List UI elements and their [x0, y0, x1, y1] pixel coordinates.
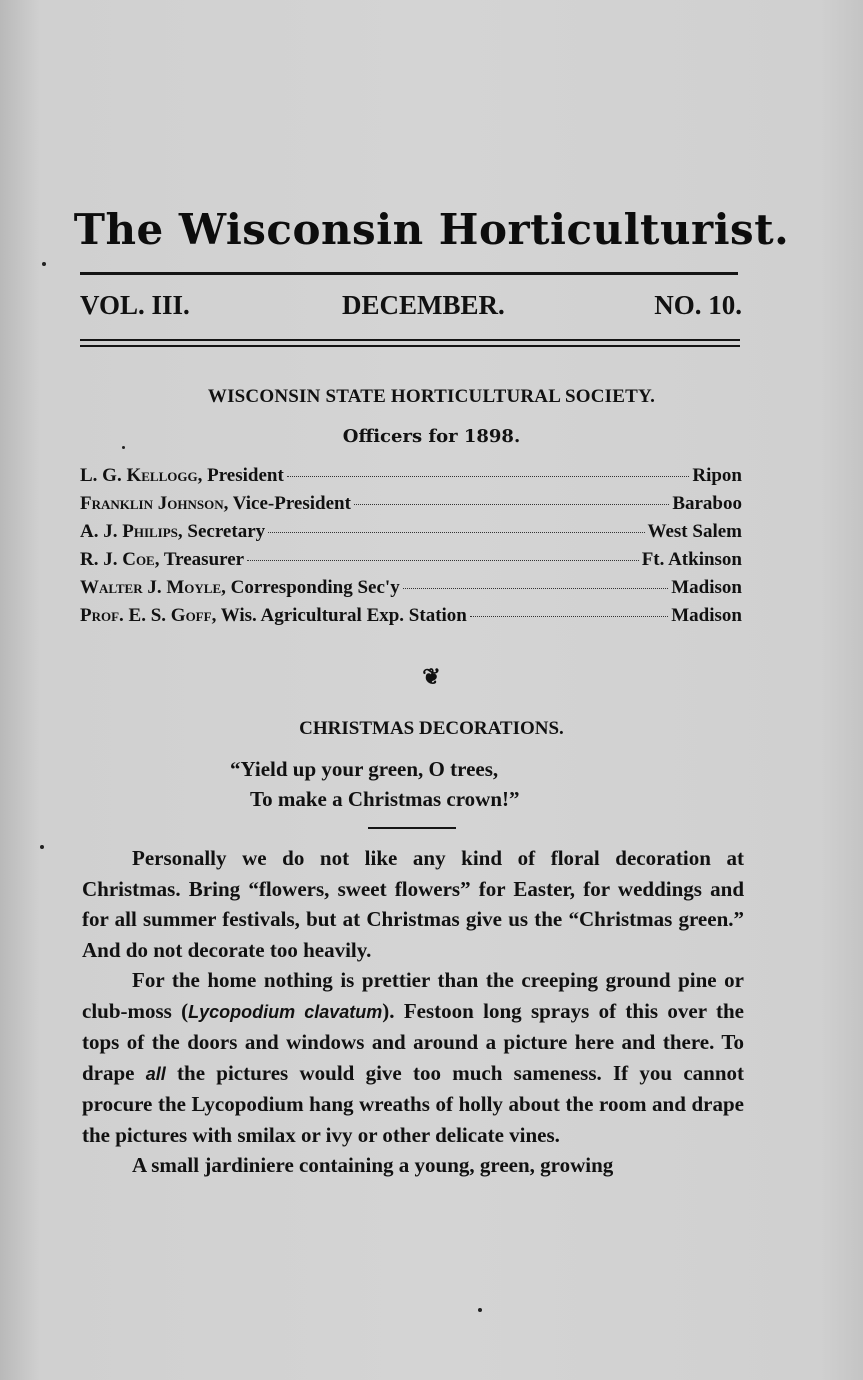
issue-rule-bottom [80, 345, 740, 347]
print-speck [40, 845, 44, 849]
print-speck [42, 262, 46, 266]
volume-label: VOL. III. [80, 290, 190, 320]
leader-dots [287, 476, 690, 477]
issue-line [80, 290, 742, 326]
issue-rule-top [80, 339, 740, 341]
masthead-rule [80, 272, 738, 275]
leader-dots [470, 616, 668, 617]
officer-role: , Treasurer [154, 549, 245, 570]
article-title: CHRISTMAS DECORATIONS. [299, 718, 564, 739]
leader-dots [403, 588, 669, 589]
italic-term: all [145, 1063, 166, 1084]
officer-place: Madison [671, 577, 742, 598]
issue-number: NO. 10. [654, 290, 742, 320]
print-speck [122, 446, 125, 449]
officer-place: Madison [671, 605, 742, 626]
article-body [82, 843, 744, 1181]
leaf-ornament-icon: ❦ [422, 664, 441, 690]
officer-role: , Vice-President [223, 493, 351, 514]
officer-role: , President [197, 465, 284, 486]
officer-place: Ft. Atkinson [641, 549, 742, 570]
print-speck [478, 1308, 482, 1312]
verse-line: “Yield up your green, O trees, [230, 757, 499, 781]
leader-dots [247, 560, 639, 561]
officer-row [80, 605, 742, 633]
officer-row [80, 577, 742, 605]
verse-line: To make a Christmas crown!” [250, 787, 520, 811]
officer-row [80, 549, 742, 577]
officer-name: Walter J. Moyle [80, 577, 222, 598]
officer-place: West Salem [647, 521, 742, 542]
leader-dots [354, 504, 669, 505]
officer-role: , Secretary [177, 521, 266, 542]
officer-name: A. J. Philips [80, 521, 178, 542]
officer-role: , Wis. Agricultural Exp. Station [211, 605, 467, 626]
officer-name: L. G. Kellogg [80, 465, 198, 486]
officer-name: R. J. Coe [80, 549, 155, 570]
society-heading: WISCONSIN STATE HORTICULTURAL SOCIETY. [207, 386, 656, 407]
italic-term: Lycopodium clavatum [188, 1001, 383, 1022]
verse-divider [368, 827, 456, 829]
officers-list [80, 465, 742, 633]
officer-role: , Corresponding Sec'y [221, 577, 400, 598]
officer-row [80, 521, 742, 549]
leader-dots [268, 532, 644, 533]
paragraph: A small jardiniere containing a young, green, growing [132, 1153, 614, 1177]
officer-row [80, 493, 742, 521]
paragraph: For the home nothing is prettier than the creeping ground pine or club-moss (Lycopodium clavatum). Festoon long sprays of this over the tops of the doors and windows and around a picture here and there. To drape all the pictures would give too much sameness. If you cannot procure the Lycopodium hang wreaths of holly about the room and drape the pictures with smilax or ivy or other delicate vines. [82, 968, 745, 1147]
officer-place: Ripon [692, 465, 742, 486]
paragraph: Personally we do not like any kind of floral decoration at Christmas. Bring “flowers, sweet flowers” for Easter, for weddings and for all summer festivals, but at Christmas give us the “Christmas green.” And do not decorate too heavily. [82, 846, 744, 962]
officer-row [80, 465, 742, 493]
officer-name: Prof. E. S. Goff [80, 605, 212, 626]
officer-name: Franklin Johnson [80, 493, 224, 514]
officer-place: Baraboo [672, 493, 742, 514]
journal-masthead: The Wisconsin Horticulturist. [73, 205, 790, 254]
officers-heading: Officers for 1898. [342, 426, 521, 447]
issue-month: DECEMBER. [342, 290, 505, 320]
